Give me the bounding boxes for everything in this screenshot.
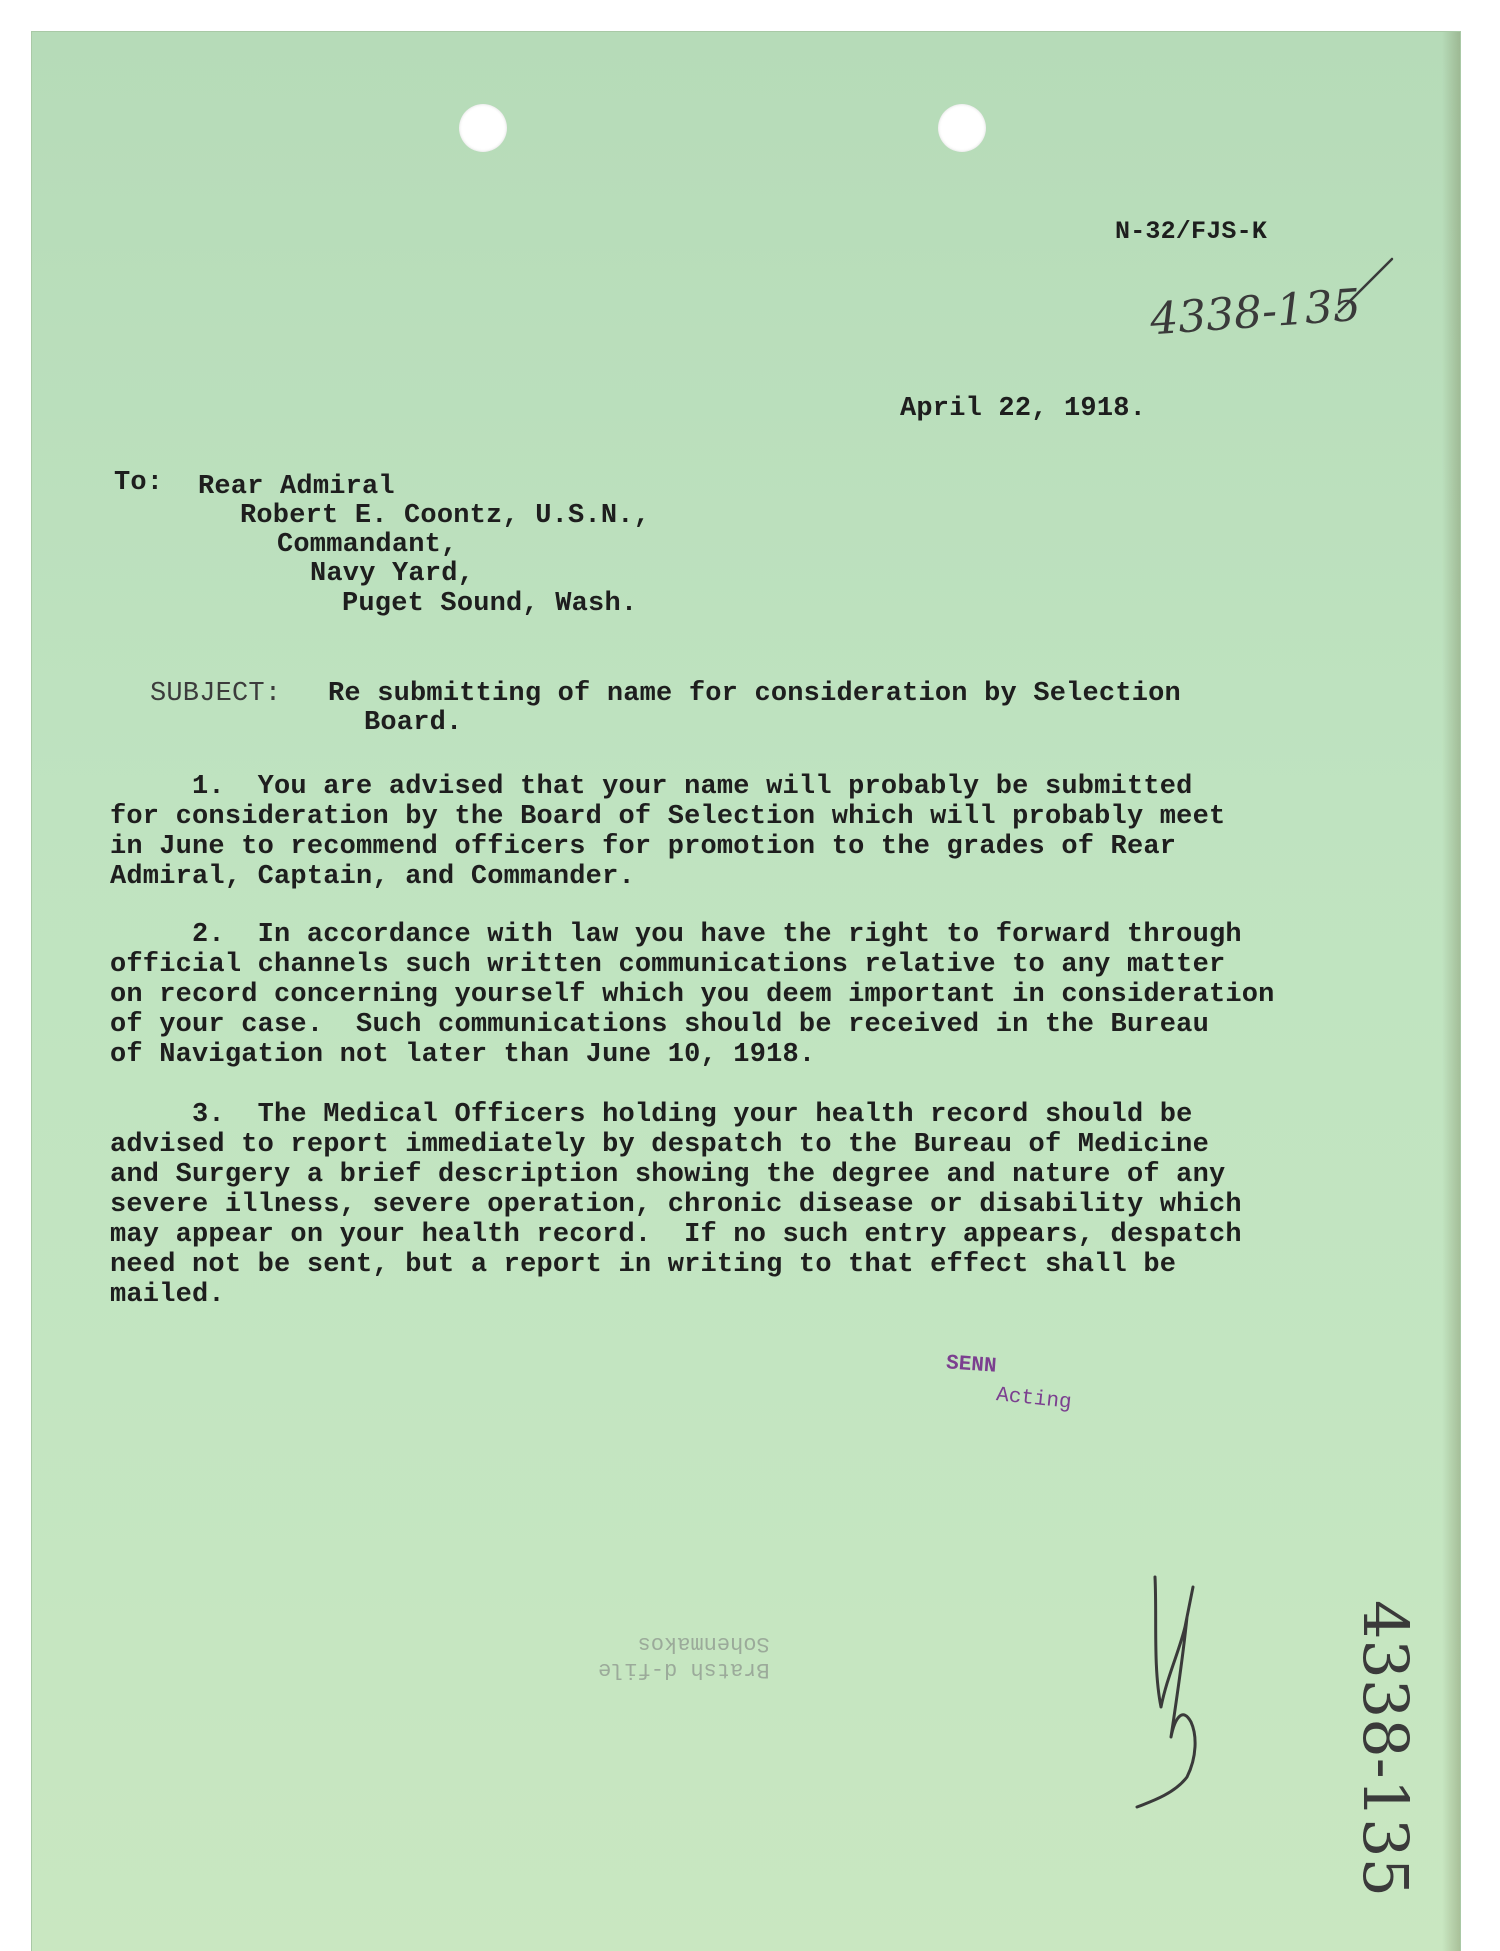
handwritten-file-number: 4338-135 (1148, 279, 1363, 346)
margin-file-number: 4338-135 (1349, 1599, 1423, 1898)
handwritten-slash-mark (1337, 257, 1397, 317)
paper-edge-shadow (1442, 32, 1460, 1951)
faded-stamp-line-1: Bratsh d-file (598, 1657, 770, 1682)
address-line-3: Commandant, (277, 530, 458, 560)
paragraph-line: 1. You are advised that your name will probably be submitted (110, 772, 1193, 802)
punch-hole-left (459, 104, 507, 152)
subject-line-1: Re submitting of name for consideration by Selection (328, 679, 1181, 709)
paragraph-line: 3. The Medical Officers holding your health record should be (110, 1100, 1193, 1130)
address-line-1: Rear Admiral (198, 472, 395, 502)
address-line-5: Puget Sound, Wash. (342, 589, 638, 619)
signature-stamp-name: SENN (945, 1352, 998, 1379)
paragraph-line: may appear on your health record. If no such entry appears, despatch (110, 1220, 1242, 1250)
paragraph-line: and Surgery a brief description showing the degree and nature of any (110, 1160, 1226, 1190)
pencil-initials (1127, 1557, 1247, 1817)
paragraph-line: advised to report immediately by despatch to the Bureau of Medicine (110, 1130, 1209, 1160)
document-page (32, 32, 1460, 1951)
paragraph-line: severe illness, severe operation, chronic disease or disability which (110, 1190, 1242, 1220)
faded-stamp-line-2: Sohenmakos (637, 1631, 770, 1656)
file-code: N-32/FJS-K (1115, 217, 1268, 246)
paragraph-line: mailed. (110, 1280, 225, 1310)
signature-stamp-title: Acting (995, 1384, 1073, 1415)
faded-file-stamp (598, 1630, 770, 1682)
letter-date: April 22, 1918. (900, 394, 1147, 424)
paragraph-line: of Navigation not later than June 10, 1918. (110, 1040, 816, 1070)
subject-label: SUBJECT: (150, 679, 282, 709)
paragraph-line: official channels such written communications relative to any matter (110, 950, 1226, 980)
paragraph-line: in June to recommend officers for promotion to the grades of Rear (110, 832, 1177, 862)
paragraph-line: Admiral, Captain, and Commander. (110, 862, 635, 892)
paragraph-line: need not be sent, but a report in writing to that effect shall be (110, 1250, 1177, 1280)
address-line-4: Navy Yard, (310, 559, 475, 589)
to-label: To: (114, 468, 164, 498)
paragraph-line: of your case. Such communications should be received in the Bureau (110, 1010, 1209, 1040)
paragraph-line: for consideration by the Board of Selection which will probably meet (110, 802, 1226, 832)
address-line-2: Robert E. Coontz, U.S.N., (240, 501, 651, 531)
punch-hole-right (938, 104, 986, 152)
subject-line-2: Board. (364, 708, 463, 738)
paragraph-line: on record concerning yourself which you deem important in consideration (110, 980, 1275, 1010)
paragraph-line: 2. In accordance with law you have the right to forward through (110, 920, 1242, 950)
